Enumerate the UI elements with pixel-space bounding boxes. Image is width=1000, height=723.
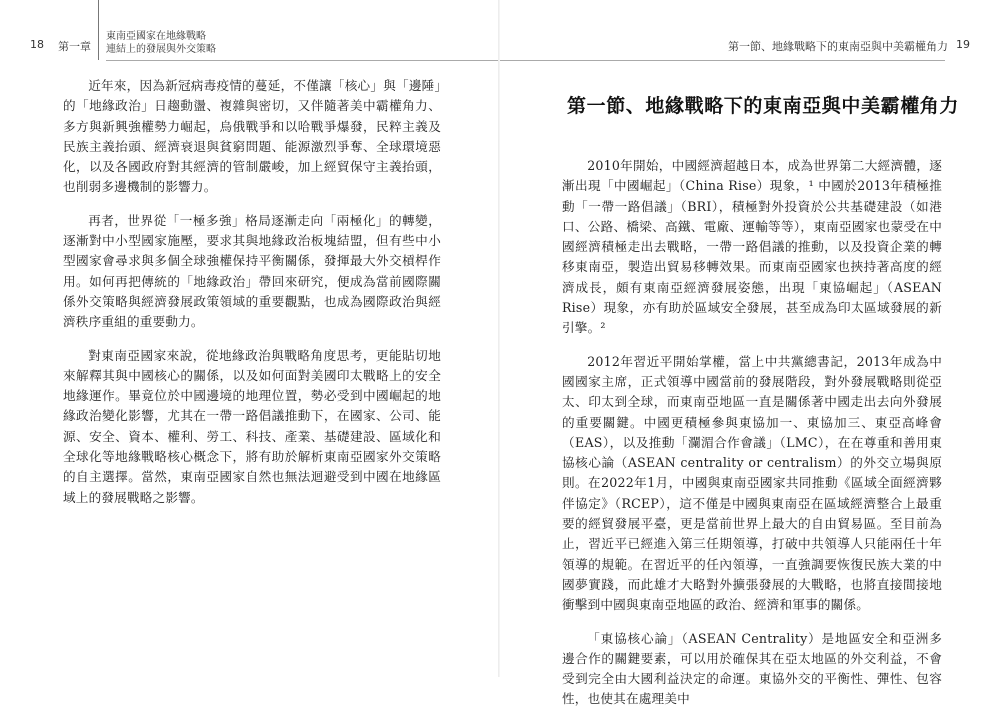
left-page (0, 0, 500, 677)
left-page-number: 18 (30, 38, 44, 51)
right-body-text (562, 156, 942, 723)
right-paragraph-3: 「東協核心論」（ASEAN Centrality）是地區安全和亞洲多邊合作的關鍵要素，可以用於確保其在亞太地區的外交利益，不會受到完全由大國利益決定的命運。東協外交的平衡性、彈性、包容性，也使其在處理美中 (562, 630, 942, 707)
right-header-rule (500, 60, 945, 61)
right-running-header: 第一節、地緣戰略下的東南亞與中美霸權角力 (728, 40, 948, 53)
right-paragraph-2: 2012年習近平開始掌權，當上中共黨總書記，2013年成為中國國家主席，正式領導中國當前的發展階段，對外發展戰略則從亞太、印太到全球，而東南亞地區一直是關係著中國走出去向外發展的重要關鍵。中國更積極參與東協加一、東協加三、東亞高峰會（EAS），以及推動「瀾湄合作會議」（LMC），在在尊重和善用東協核心論（ASEAN centrality or centralism）的外交立場與原則。在2022年1月，中國與東南亞國家共同推動《區域全面經濟夥伴協定》（RCEP），這不僅是中國與東南亞在區域經濟整合上最重要的經貿發展平臺，更是當前世界上最大的自由貿易區。至目前為止，習近平已經進入第三任期領導，打破中共領導人只能兩任十年領導的規範。在習近平的任內領導，一直強調要恢復民族大業的中國夢實踐，而此雄才大略對外擴張發展的大戰略，也將直接間接地衝擊到中國與東南亞地區的政治、經濟和軍事的關係。 (562, 353, 942, 613)
left-paragraph-3: 對東南亞國家來說，從地緣政治與戰略角度思考，更能貼切地來解釋其與中國核心的關係，以及如何面對美國印太戰略上的安全地緣運作。畢竟位於中國邊境的地理位置，勢必受到中國崛起的地緣政治變化影響，尤其在一帶一路倡議推動下，在國家、公司、能源、安全、資本、權利、勞工、科技、產業、基礎建設、區域化和全球化等地緣戰略核心概念下，將有助於解析東南亞國家外交策略的自主選擇。當然，東南亞國家自然也無法迴避受到中國在地緣區域上的發展戰略之影響。 (63, 347, 441, 505)
section-title: 第一節、地緣戰略下的東南亞與中美霸權角力 (567, 95, 960, 117)
left-paragraph-1: 近年來，因為新冠病毒疫情的蔓延，不僅讓「核心」與「邊陲」的「地緣政治」日趨動盪、複雜與密切，又伴隨著美中霸權角力、多方與新興強權勢力崛起，烏俄戰爭和以哈戰爭爆發，民粹主義及民族主義抬頭、經濟衰退與貧窮問題、能源激烈爭奪、全球環境惡化，以及各國政府對其經濟的管制嚴峻，加上經貿保守主義抬頭，也削弱多邊機制的影響力。 (63, 78, 441, 195)
chapter-title (106, 30, 216, 56)
left-header-rule (106, 60, 500, 61)
right-paragraph-1: 2010年開始，中國經濟超越日本，成為世界第二大經濟體，逐漸出現「中國崛起」（China Rise）現象，¹ 中國於2013年積極推動「一帶一路倡議」（BRI），積極對外投資於公共基礎建設（如港口、公路、橋梁、高鐵、電廠、運輸等等），東南亞國家也蒙受在中國經濟積極走出去戰略，一帶一路倡議的推動，以及投資企業的轉移東南亞，製造出貿易移轉效果。而東南亞國家也挾持著高度的經濟成長，頗有東南亞經濟發展姿態，出現「東協崛起」（ASEAN Rise）現象，亦有助於區域安全發展，甚至成為印太區域發展的新引擎。² (562, 158, 942, 336)
chapter-label: 第一章 (58, 40, 91, 53)
chapter-title-line2: 連結上的發展與外交策略 (106, 44, 216, 55)
right-page-number: 19 (956, 38, 970, 51)
chapter-title-line1: 東南亞國家在地緣戰略 (106, 31, 206, 42)
left-body-text (63, 76, 441, 521)
header-divider (98, 0, 99, 60)
left-paragraph-2: 再者，世界從「一極多強」格局逐漸走向「兩極化」的轉變，逐漸對中小型國家施壓，要求其與地緣政治板塊結盟，但有些中小型國家會尋求與多個全球強權保持平衡關係，發揮最大外交槓桿作用。如何再把傳統的「地緣政治」帶回來研究，便成為當前國際關係外交策略與經濟發展政策領域的重要觀點，也成為國際政治與經濟秩序重組的重要動力。 (63, 212, 441, 330)
